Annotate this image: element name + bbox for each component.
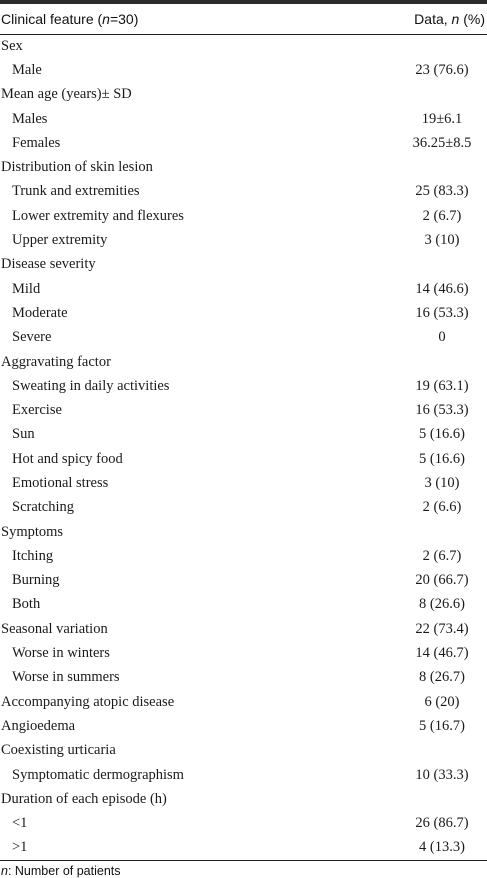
row-value-cell xyxy=(244,34,487,58)
table-row xyxy=(0,714,487,738)
row-value: 19±6.1 xyxy=(397,111,487,128)
table-body xyxy=(0,34,487,860)
table-row xyxy=(0,544,487,568)
row-value-cell xyxy=(244,496,487,520)
row-label: Aggravating factor xyxy=(0,350,244,374)
row-value-cell xyxy=(244,641,487,665)
row-value-cell xyxy=(244,544,487,568)
table-row xyxy=(0,350,487,374)
table-row xyxy=(0,301,487,325)
table-row xyxy=(0,763,487,787)
row-label: Symptoms xyxy=(0,520,244,544)
row-label: Disease severity xyxy=(0,253,244,277)
row-label: Lower extremity and flexures xyxy=(0,204,244,228)
row-label: Moderate xyxy=(0,301,244,325)
table-row xyxy=(0,34,487,58)
row-label: Hot and spicy food xyxy=(0,447,244,471)
row-value: 5 (16.6) xyxy=(397,426,487,443)
row-value-cell xyxy=(244,812,487,836)
row-value: 10 (33.3) xyxy=(397,767,487,784)
table-row xyxy=(0,690,487,714)
row-value-cell xyxy=(244,131,487,155)
row-value: 19 (63.1) xyxy=(397,378,487,395)
table-row xyxy=(0,836,487,860)
row-value: 22 (73.4) xyxy=(397,621,487,638)
table-row xyxy=(0,593,487,617)
row-value-cell xyxy=(244,398,487,422)
row-value-cell xyxy=(244,374,487,398)
row-value: 2 (6.6) xyxy=(397,499,487,516)
table-row xyxy=(0,812,487,836)
table-row xyxy=(0,155,487,179)
row-value: 8 (26.6) xyxy=(397,596,487,613)
row-value-cell xyxy=(244,520,487,544)
row-value: 0 xyxy=(397,329,487,346)
row-value: 6 (20) xyxy=(397,694,487,711)
row-label: Females xyxy=(0,131,244,155)
table-row xyxy=(0,471,487,495)
row-label: Sun xyxy=(0,423,244,447)
row-value-cell xyxy=(244,107,487,131)
row-value: 16 (53.3) xyxy=(397,305,487,322)
row-value-cell xyxy=(244,593,487,617)
table-row xyxy=(0,617,487,641)
table-row xyxy=(0,496,487,520)
row-value: 25 (83.3) xyxy=(397,183,487,200)
row-value: 16 (53.3) xyxy=(397,402,487,419)
row-value-cell xyxy=(244,253,487,277)
table-row xyxy=(0,228,487,252)
row-label: Severe xyxy=(0,326,244,350)
row-label: Trunk and extremities xyxy=(0,180,244,204)
row-label: Itching xyxy=(0,544,244,568)
row-value-cell xyxy=(244,569,487,593)
table-row xyxy=(0,787,487,811)
row-value-cell xyxy=(244,739,487,763)
row-label: Emotional stress xyxy=(0,471,244,495)
header-col2-n: n xyxy=(452,11,460,27)
row-value-cell xyxy=(244,787,487,811)
row-value-cell xyxy=(244,277,487,301)
row-value-cell xyxy=(244,836,487,860)
row-label: >1 xyxy=(0,836,244,860)
row-label: Duration of each episode (h) xyxy=(0,787,244,811)
row-label: Male xyxy=(0,58,244,82)
row-label: Worse in summers xyxy=(0,666,244,690)
row-label: Distribution of skin lesion xyxy=(0,155,244,179)
row-value: 36.25±8.5 xyxy=(397,135,487,152)
row-value-cell xyxy=(244,714,487,738)
table-row xyxy=(0,204,487,228)
row-value-cell xyxy=(244,204,487,228)
row-value-cell xyxy=(244,301,487,325)
row-value-cell xyxy=(244,350,487,374)
header-col1-n: n xyxy=(102,11,110,27)
table-row xyxy=(0,520,487,544)
row-value-cell xyxy=(244,180,487,204)
footnote-n: n xyxy=(1,864,8,878)
row-value-cell xyxy=(244,763,487,787)
table-row xyxy=(0,423,487,447)
table-row xyxy=(0,180,487,204)
row-label: Exercise xyxy=(0,398,244,422)
row-value: 3 (10) xyxy=(397,232,487,249)
row-value: 2 (6.7) xyxy=(397,208,487,225)
row-label: Mild xyxy=(0,277,244,301)
row-label: Scratching xyxy=(0,496,244,520)
row-value: 14 (46.7) xyxy=(397,645,487,662)
row-label: Accompanying atopic disease xyxy=(0,690,244,714)
header-col1-suffix: =30) xyxy=(110,11,138,27)
table-row xyxy=(0,107,487,131)
row-value-cell xyxy=(244,690,487,714)
row-label: Mean age (years)± SD xyxy=(0,83,244,107)
table-header-row xyxy=(0,4,487,34)
row-value-cell xyxy=(244,666,487,690)
row-label: Coexisting urticaria xyxy=(0,739,244,763)
row-value: 5 (16.7) xyxy=(397,718,487,735)
row-value: 23 (76.6) xyxy=(397,62,487,79)
table-row xyxy=(0,641,487,665)
row-value: 14 (46.6) xyxy=(397,281,487,298)
header-clinical-feature xyxy=(0,4,244,34)
table-row xyxy=(0,277,487,301)
row-value: 8 (26.7) xyxy=(397,669,487,686)
row-label: Symptomatic dermographism xyxy=(0,763,244,787)
row-label: Upper extremity xyxy=(0,228,244,252)
header-col1-prefix: Clinical feature ( xyxy=(1,11,102,27)
row-value: 20 (66.7) xyxy=(397,572,487,589)
row-label: Sex xyxy=(0,34,244,58)
row-value: 2 (6.7) xyxy=(397,548,487,565)
row-label: <1 xyxy=(0,812,244,836)
table-row xyxy=(0,253,487,277)
row-value-cell xyxy=(244,447,487,471)
row-value-cell xyxy=(244,228,487,252)
row-label: Angioedema xyxy=(0,714,244,738)
header-col2-suffix: (%) xyxy=(459,11,485,27)
table-row xyxy=(0,569,487,593)
row-value-cell xyxy=(244,155,487,179)
row-label: Burning xyxy=(0,569,244,593)
row-label: Males xyxy=(0,107,244,131)
table-footnote xyxy=(0,861,487,878)
row-label: Worse in winters xyxy=(0,641,244,665)
row-label: Sweating in daily activities xyxy=(0,374,244,398)
row-value-cell xyxy=(244,617,487,641)
row-value: 3 (10) xyxy=(397,475,487,492)
row-value-cell xyxy=(244,423,487,447)
table-row xyxy=(0,447,487,471)
row-value-cell xyxy=(244,83,487,107)
header-data xyxy=(244,4,487,34)
footnote-text: : Number of patients xyxy=(8,864,121,878)
table-row xyxy=(0,398,487,422)
clinical-features-table xyxy=(0,4,487,861)
row-value-cell xyxy=(244,58,487,82)
row-value-cell xyxy=(244,471,487,495)
table-row xyxy=(0,58,487,82)
table-row xyxy=(0,666,487,690)
header-col2-prefix: Data, xyxy=(414,11,451,27)
row-value: 5 (16.6) xyxy=(397,451,487,468)
table-row xyxy=(0,83,487,107)
row-label: Both xyxy=(0,593,244,617)
row-label: Seasonal variation xyxy=(0,617,244,641)
table-row xyxy=(0,131,487,155)
row-value: 4 (13.3) xyxy=(397,839,487,856)
table-row xyxy=(0,374,487,398)
row-value: 26 (86.7) xyxy=(397,815,487,832)
table-row xyxy=(0,739,487,763)
table-row xyxy=(0,326,487,350)
row-value-cell xyxy=(244,326,487,350)
